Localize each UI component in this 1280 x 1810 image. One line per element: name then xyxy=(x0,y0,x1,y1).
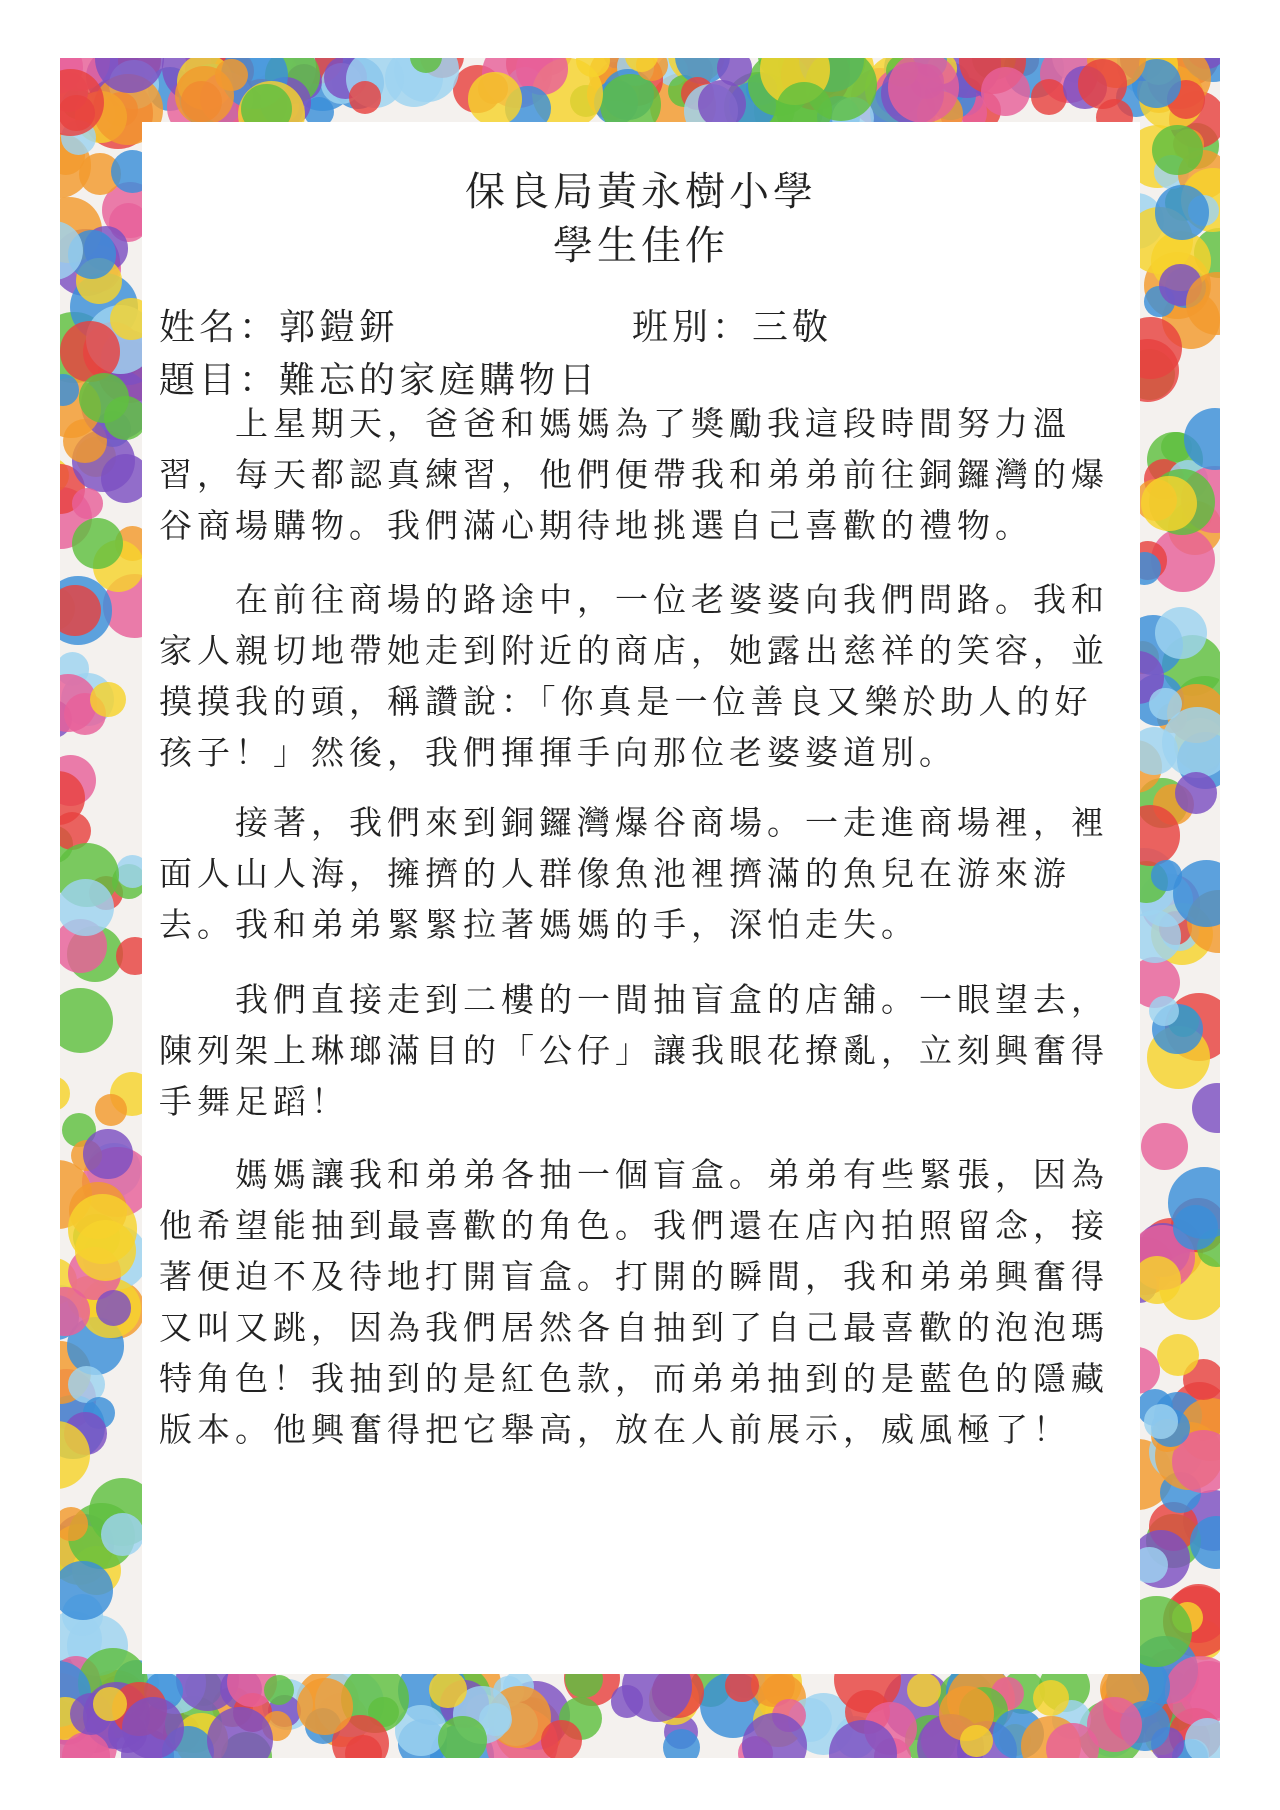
essay-paragraph-1: 上星期天，爸爸和媽媽為了獎勵我這段時間努力溫習，每天都認真練習，他們便帶我和弟弟前往銅鑼灣的爆谷商場購物。我們滿心期待地挑選自己喜歡的禮物。 xyxy=(159,404,1109,545)
border-dot xyxy=(264,1675,294,1705)
border-dot xyxy=(663,1729,700,1758)
border-dot xyxy=(83,1129,132,1178)
border-dot xyxy=(1192,1083,1220,1133)
border-dot xyxy=(72,488,103,519)
topic-label: 題目： xyxy=(159,360,280,401)
border-dot xyxy=(1155,607,1207,659)
border-dot xyxy=(1149,996,1179,1026)
essay-topic: 難忘的家庭購物日 xyxy=(279,360,600,401)
border-dot xyxy=(60,879,114,936)
essay-paragraph-5: 媽媽讓我和弟弟各抽一個盲盒。弟弟有些緊張，因為他希望能抽到最喜歡的角色。我們還在店內拍照留念，接著便迫不及待地打開盲盒。打開的瞬間，我和弟弟興奮得又叫又跳，因為我們居然各自抽到了自己最喜歡的泡泡瑪特角色！我抽到的是紅色款，而弟弟抽到的是藍色的隱藏版本。他興奮得把它舉高，放在人前展示，威風極了！ xyxy=(159,1155,1109,1449)
topic-row xyxy=(159,352,599,403)
border-dot xyxy=(101,1513,144,1556)
border-dot xyxy=(981,67,1030,116)
border-dot xyxy=(468,72,522,126)
border-dot xyxy=(1152,125,1203,176)
border-dot xyxy=(60,321,120,381)
class-value: 三敬 xyxy=(752,307,833,348)
class-row xyxy=(632,299,832,350)
border-dot xyxy=(60,1076,70,1112)
border-dot xyxy=(1155,185,1210,240)
border-dot xyxy=(1175,772,1217,814)
border-dot xyxy=(96,1290,131,1325)
border-dot xyxy=(90,682,126,718)
border-dot xyxy=(1144,1404,1179,1439)
name-label: 姓名： xyxy=(159,307,280,348)
essay-paper xyxy=(142,122,1140,1674)
class-label: 班別： xyxy=(632,307,753,348)
border-dot xyxy=(1031,79,1067,115)
border-dot xyxy=(438,1716,486,1758)
student-name: 郭鎧鈃 xyxy=(279,307,400,348)
name-row xyxy=(159,299,399,350)
border-dot xyxy=(60,988,113,1053)
border-dot xyxy=(1157,1334,1199,1376)
essay-paragraph-2: 在前往商場的路途中，一位老婆婆向我們問路。我和家人親切地帶她走到附近的商店，她露出慈祥的笑容，並摸摸我的頭，稱讚說：「你真是一位善良又樂於助人的好孩子！」然後，我們揮揮手向那位老婆婆道別。 xyxy=(159,580,1109,772)
border-dot xyxy=(1151,860,1181,890)
border-dot xyxy=(297,1678,354,1735)
border-dot xyxy=(60,95,95,131)
border-dot xyxy=(541,1720,582,1758)
border-dot xyxy=(1141,1123,1188,1170)
border-dot xyxy=(122,1697,184,1758)
essay-paragraph-4: 我們直接走到二樓的一間抽盲盒的店舖。一眼望去，陳列架上琳瑯滿目的「公仔」讓我眼花撩亂，立刻興奮得手舞足蹈！ xyxy=(159,980,1109,1121)
border-dot xyxy=(960,1725,992,1757)
essay-paragraph-3: 接著，我們來到銅鑼灣爆谷商場。一走進商場裡，裡面人山人海，擁擠的人群像魚池裡擠滿的魚兒在游來游去。我和弟弟緊緊拉著媽媽的手，深怕走失。 xyxy=(159,803,1109,944)
border-dot xyxy=(1078,59,1127,108)
border-dot xyxy=(349,81,382,114)
school-name: 保良局黃永樹小學 xyxy=(465,169,817,215)
border-dot xyxy=(93,1687,127,1721)
border-dot xyxy=(95,1094,127,1126)
document-subtitle: 學生佳作 xyxy=(553,223,729,269)
border-dot xyxy=(60,1561,113,1621)
